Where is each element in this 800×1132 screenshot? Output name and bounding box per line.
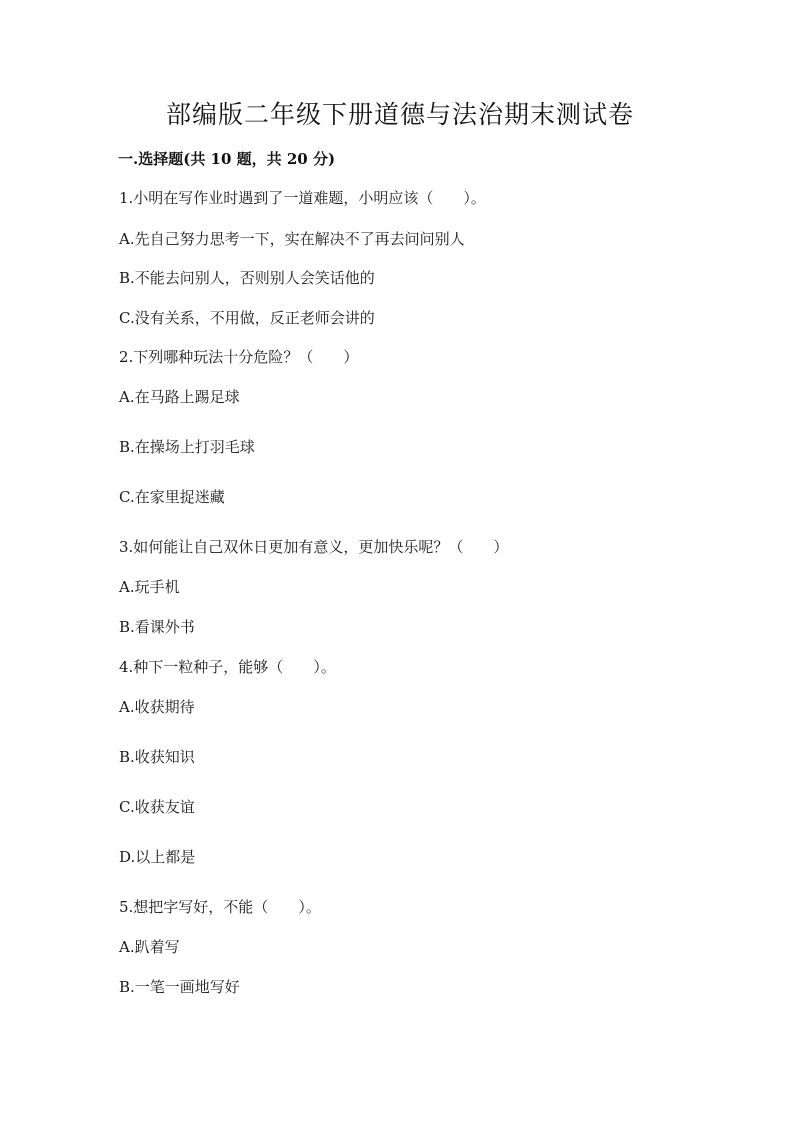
question-4-option-c: C.收获友谊 <box>119 798 195 816</box>
question-2-option-b: B.在操场上打羽毛球 <box>119 438 255 456</box>
question-2-option-c: C.在家里捉迷藏 <box>119 488 225 506</box>
question-4-option-d: D.以上都是 <box>119 848 196 866</box>
question-4-stem: 4.种下一粒种子，能够（ ）。 <box>119 658 336 676</box>
question-1-option-c: C.没有关系，不用做，反正老师会讲的 <box>119 309 375 327</box>
question-3-option-a: A.玩手机 <box>119 578 180 596</box>
question-2-stem: 2.下列哪种玩法十分危险？（ ） <box>119 348 359 366</box>
question-1-stem: 1.小明在写作业时遇到了一道难题，小明应该（ ）。 <box>119 189 486 207</box>
question-2-option-a: A.在马路上踢足球 <box>119 388 240 406</box>
section-heading: 一.选择题(共 10 题，共 20 分) <box>118 150 336 168</box>
question-5-stem: 5.想把字写好，不能（ ）。 <box>119 898 321 916</box>
question-5-option-a: A.趴着写 <box>119 938 180 956</box>
question-4-option-b: B.收获知识 <box>119 748 195 766</box>
question-1-option-b: B.不能去问别人，否则别人会笑话他的 <box>119 269 375 287</box>
question-1-option-a: A.先自己努力思考一下，实在解决不了再去问问别人 <box>119 230 465 248</box>
page-title: 部编版二年级下册道德与法治期末测试卷 <box>165 100 634 129</box>
question-3-stem: 3.如何能让自己双休日更加有意义，更加快乐呢？（ ） <box>119 538 509 556</box>
question-3-option-b: B.看课外书 <box>119 618 195 636</box>
question-5-option-b: B.一笔一画地写好 <box>119 978 240 996</box>
question-4-option-a: A.收获期待 <box>119 698 195 716</box>
